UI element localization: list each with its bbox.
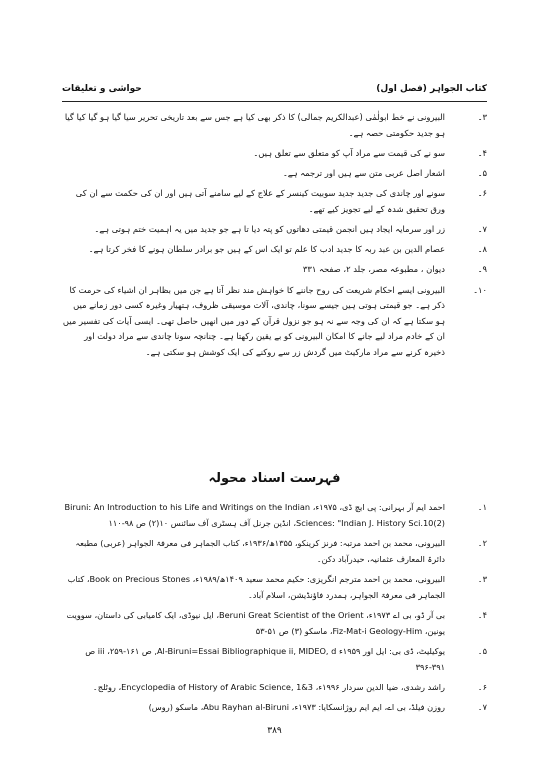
note-item: [62, 166, 487, 182]
note-item: [62, 283, 487, 361]
notes-list: [62, 110, 487, 365]
bib-number: ۴۔: [477, 609, 487, 620]
bibliography-title: فہرست اسناد محولہ: [208, 471, 341, 486]
bib-text: روزن فیلڈ، بی اے، ایم ایم روژانسکایا: ۱۹۷۳ء، Abu Rayhan al-Biruni، ماسکو (روس): [148, 702, 445, 713]
note-number: ۹۔: [477, 264, 487, 275]
note-item: [62, 146, 487, 162]
bib-text: البیرونی، محمد بن احمد مرتبہ: فرنز کرینکو، ۱۳۵۵ھ/۱۹۳۶ء، کتاب الجماہر فی معرفۃ الجواہر (عربی) مطبعہ دائرۃ المعارف عثمانیہ، حیدرآباد دکن۔: [75, 537, 445, 564]
note-text: دیوان ، مطبوعہ مصر، جلد ۲، صفحہ ۳۳۱: [302, 264, 445, 275]
bibliography-item: [62, 572, 487, 603]
bib-text: بی آر ڈو، بی اے ۱۹۷۳ء، Beruni Great Scientist of the Orient، ایل نیوڈی، ایک کامیابی کی داستان، سوویت یونین، Fiz-Mat-i Geology-Him، ماسکو (۳) ص ۵۱-۵۳: [66, 609, 445, 636]
note-text: زر اور سرمایہ ایجاد ہیں انجمن قیمتی دھاتوں کو پتہ دیا تا ہے جو جدید میں یہ اہمیت ختم ہوتی ہے۔: [94, 223, 445, 234]
bib-number: ۳۔: [477, 573, 487, 584]
note-number: ۵۔: [477, 167, 487, 178]
note-item: [62, 242, 487, 258]
bibliography-item: [62, 700, 487, 716]
note-text: البیرونی ایسے احکام شریعت کی روح جاننے کا خواہش مند نظر آتا ہے جن میں بظاہر ان اشیاء کی حرمت کا ذکر ہے۔ جو قیمتی ہوتی ہیں جیسے سونا، چاندی، آلات موسیقی ظروف، ہتھیار وغیرہ کسی دور زمانے میں ہو سکتا ہے کہ ان کی وجہ سے نہ ہو جو نزول قرآن کے دور میں انھیں حاصل تھی۔ ایسی آیات کی تفسیر میں ان کے خادم مراد لیے جانے کا امکان البیرونی کو بے یقین رکھتا ہے۔ چنانچہ سونا چاندی سے مراد دولت اور ذخیرہ کرنے سے مراد مارکیٹ میں گردش زر سے روکنے کی ایک کوشش ہو سکتی ہے۔: [62, 284, 445, 357]
running-header: [62, 84, 487, 102]
note-text: سونے اور چاندی کی جدید جدید سوبیت کینسر کے علاج کے لیے سامنے آتی ہیں اور ان کی حکمت سے ان کی ورق تحقیق شدہ کے لیے تجویز کیے تھے۔: [75, 188, 445, 214]
book-title: کتاب الجواہر (فصل اول): [376, 84, 487, 94]
note-text: سو نے کی قیمت سے مراد آپ کو متعلق سے تعلق ہیں۔: [253, 147, 445, 158]
bibliography-item: [62, 644, 487, 675]
bib-text: یوکیلیٹ، ڈی بی: ایل اور ۱۹۵۹ء Al-Biruni=Essai Bibliographique ii, MIDEO, d, ص ۱۶۱-۲۵۹، iii ص ۳۹۱-۳۹۶: [85, 645, 445, 672]
bib-text: احمد ایم آر بہرانی: پی ایچ ڈی، ۱۹۷۵ء، Biruni: An Introduction to his Life and Writings on the Indian Sciences: "Indian J. History Sci.10(2)، انڈین جرنل آف ہسٹری آف سائنس ۱۰(۲) ص ۹۸-۱۱۰: [64, 502, 445, 528]
bib-text: راشد رشدی، ضیا الدین سردار ۱۹۹۶ء، Encyclopedia of History of Arabic Science, 1&3، روٹلج۔: [92, 681, 445, 692]
page-number: ۳۸۹: [267, 726, 282, 736]
note-number: ۴۔: [477, 147, 487, 158]
note-item: [62, 222, 487, 238]
note-item: [62, 262, 487, 278]
bib-number: ۷۔: [477, 702, 487, 713]
bibliography-item: [62, 680, 487, 696]
note-number: ۳۔: [477, 112, 487, 122]
chapter-title: حواشی و تعلیقات: [62, 84, 142, 94]
note-item: [62, 186, 487, 217]
note-number: ۱۰۔: [473, 284, 487, 295]
bibliography-item: [62, 536, 487, 567]
bib-number: ۵۔: [477, 645, 487, 656]
note-item: [62, 110, 487, 141]
bib-number: ۶۔: [477, 681, 487, 692]
note-text: عصام الدین بن عبد ربہ کا جدید ادب کا علم تو ایک اس کے ہیں جو برادر سلطان ہونے کا فخر کرتا ہے۔: [88, 244, 445, 255]
header-rule: [62, 101, 487, 102]
note-number: ۶۔: [477, 188, 487, 199]
bib-number: ۲۔: [477, 537, 487, 548]
note-text: البیرونی نے خط ابولٰمٰی (عبدالکریم جمالی) کا ذکر بھی کیا ہے جس سے بعد تاریخی تحریر سیا گیا ہو گیا کیا گیا ہو جدید حکومتی حصہ ہے۔: [64, 112, 445, 138]
bibliography-list: [62, 500, 487, 721]
bibliography-item: [62, 608, 487, 639]
note-text: اشعار اصل عربی متن سے ہیں اور ترجمہ ہے۔: [282, 167, 445, 178]
bibliography-item: [62, 500, 487, 531]
bib-text: البیرونی، محمد بن احمد مترجم انگریزی: حکیم محمد سعید ۱۴۰۹ھ/۱۹۸۹ء، Book on Precious Stones، کتاب الجماہر فی معرفۃ الجواہر، ہمدرد فاؤنڈیشن، اسلام آباد۔: [67, 573, 445, 600]
bib-number: ۱۔: [477, 502, 487, 512]
note-number: ۸۔: [477, 244, 487, 255]
note-number: ۷۔: [477, 223, 487, 234]
